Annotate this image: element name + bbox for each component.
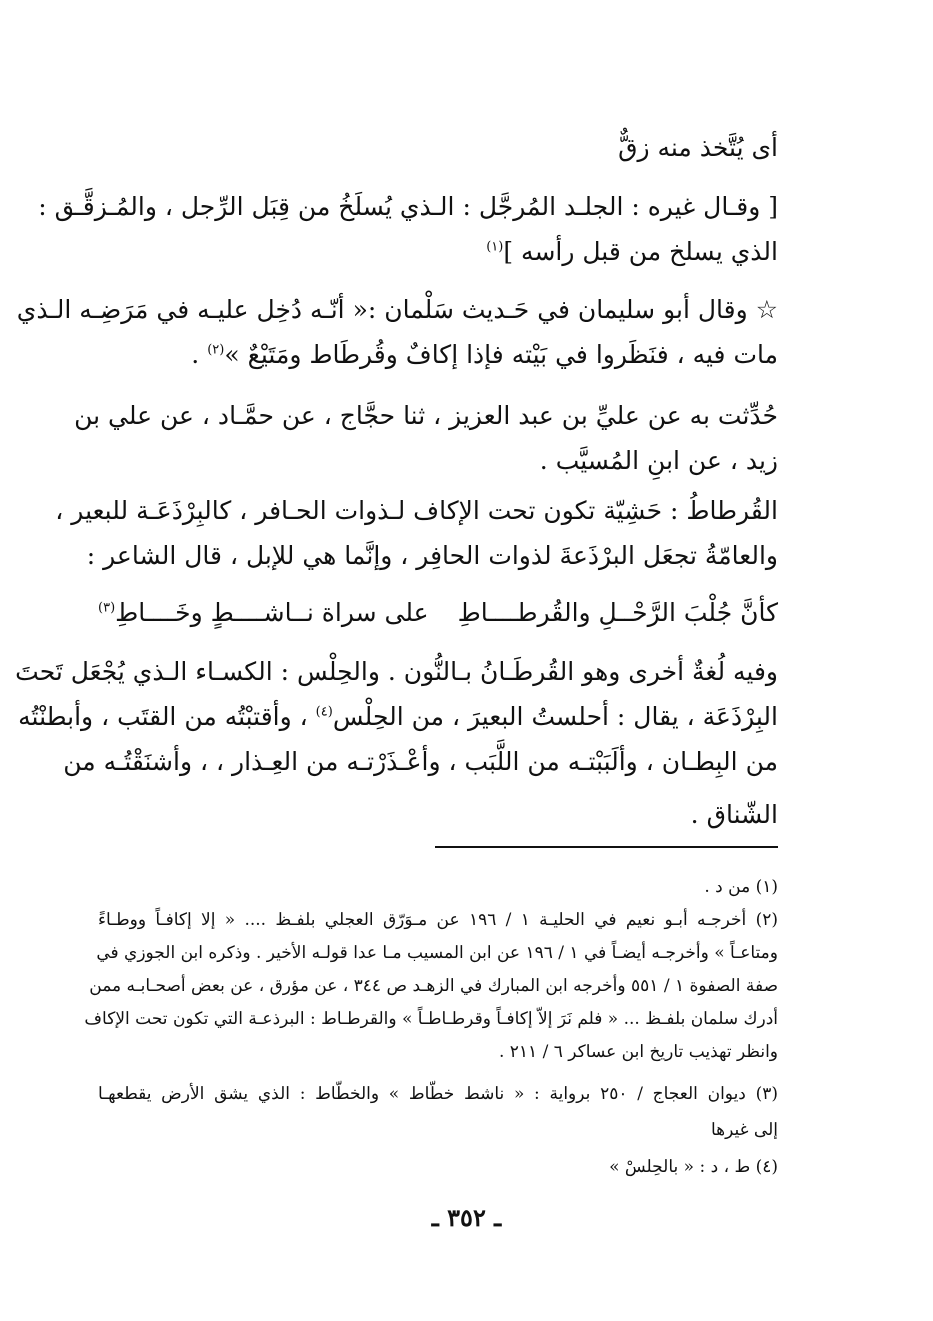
body-line-3-text: الذي يسلخ من قبل رأسه ] xyxy=(503,237,778,266)
body-line-5-text: مات فيه ، فنَظَروا في بَيْته فإذا إكافٌ وقُرطَاط ومَتَيْعٌ » xyxy=(224,340,778,369)
footnote-ref-4: (٤) xyxy=(315,704,333,720)
footnote-2-line-4: أدرك سلمان بلفـظ ... « فلم نَرَ إلاّ إكافـاً وقرطـاطـاً » والقرطـاط : البرذعـة التي تكون تحت الإكاف xyxy=(84,1009,778,1029)
page-number: ـ ٣٥٢ ـ xyxy=(431,1203,502,1232)
body-line-6: حُدِّثت به عن عليِّ بن عبد العزيز ، ثنا حجَّاج ، عن حمَّـاد ، عن علي بن xyxy=(74,401,778,430)
footnote-3-line-1: (٣) ديوان العجاج / ٢٥٠ برواية : « ناشط خطّاط » والخطّاط : الذي يشق الأرض يقطعهـا xyxy=(98,1084,778,1104)
footnote-2-line-1: (٢) أخرجـه أبـو نعيم في الحليـة ١ / ١٩٦ عن مـوَرّق العجلي بلفـظ .... « إلا إكافـاً ووطـاءً xyxy=(98,910,778,930)
body-line-11 xyxy=(18,697,778,737)
body-line-9: والعامّةُ تجعَل البرْذَعةَ لذوات الحافِر ، وإنَّما هي للإبل ، قال الشاعر : xyxy=(86,541,778,570)
body-line-1: أى يُتَّخذ منه زقٌّ xyxy=(618,133,778,162)
verse-hemistich-2: على سراة نــاشــــطٍ وخَــــاطِ$^{(٣)}$ xyxy=(98,598,429,627)
body-line-11-text-a: البِرْذَعَة ، يقال : أحلستُ البعيرَ ، من الحِلْس xyxy=(332,702,778,731)
verse-hemistich-1: كأنَّ جُلْبَ الرَّحْــلِ والقُرطــــاطِ xyxy=(457,598,778,627)
footnote-2-line-2: ومتاعـاً » وأخرجـه أيضـاً في ١ / ١٩٦ عن ابن المسيب مـا عدا قولـه الأخير . وذكره ابن الجوزي في xyxy=(96,943,778,963)
footnote-ref-3: (٣) xyxy=(98,600,116,616)
body-line-10: وفيه لُغةٌ أخرى وهو القُرطَـانُ بـالنُّون . والحِلْس : الكسـاء الـذي يُجْعَل تَحتَ xyxy=(15,657,778,686)
footnote-2-line-5: وانظر تهذيب تاريخ ابن عساكر ٦ / ٢١١ . xyxy=(498,1042,778,1062)
body-line-13: الشّناق . xyxy=(690,800,778,829)
footnote-3-line-2: إلى غيرها xyxy=(710,1120,778,1140)
footnote-1: (١) من د . xyxy=(704,877,778,897)
body-line-12: من البِطـان ، وألَبَبْتـه من اللَّبَب ، وأعْـذَرْتـه من العِـذار ، ، وأشنَقْتُـه من xyxy=(63,747,778,776)
footnote-ref-2: (٢) xyxy=(207,342,225,358)
body-line-5-end: . xyxy=(191,340,208,369)
body-line-4: ☆ وقال أبو سليمان في حَـديث سَلْمان :« أنّـه دُخِل عليـه في مَرَضِـه الـذي xyxy=(16,295,778,324)
body-line-2: [ وقـال غيره : الجلـد المُرجَّل : الـذي يُسلَخُ من قِبَل الرِّجل ، والمُـزقَّـق : xyxy=(38,192,778,221)
footnote-ref-1: (١) xyxy=(486,239,504,255)
body-line-11-text-b: ، وأقتبْتُه من القتَب ، وأبطنْتُه xyxy=(18,702,316,731)
poetry-verse xyxy=(98,593,778,633)
body-line-8: القُرطاطُ : حَشِيّة تكون تحت الإكاف لـذوات الحـافر ، كالبِرْذَعَـة للبعير ، xyxy=(55,496,778,525)
footnote-divider xyxy=(435,846,778,848)
body-line-3 xyxy=(98,232,778,272)
footnote-4: (٤) ط ، د : « بالحِلسْ » xyxy=(609,1157,778,1177)
body-line-7: زيد ، عن ابنِ المُسيَّب . xyxy=(539,446,778,475)
body-line-5 xyxy=(98,335,778,375)
footnote-2-line-3: صفة الصفوة ١ / ٥٥١ وأخرجه ابن المبارك في الزهـد ص ٣٤٤ ، عن مؤرق ، عن بعض أصحـابـه ممن xyxy=(89,976,778,996)
